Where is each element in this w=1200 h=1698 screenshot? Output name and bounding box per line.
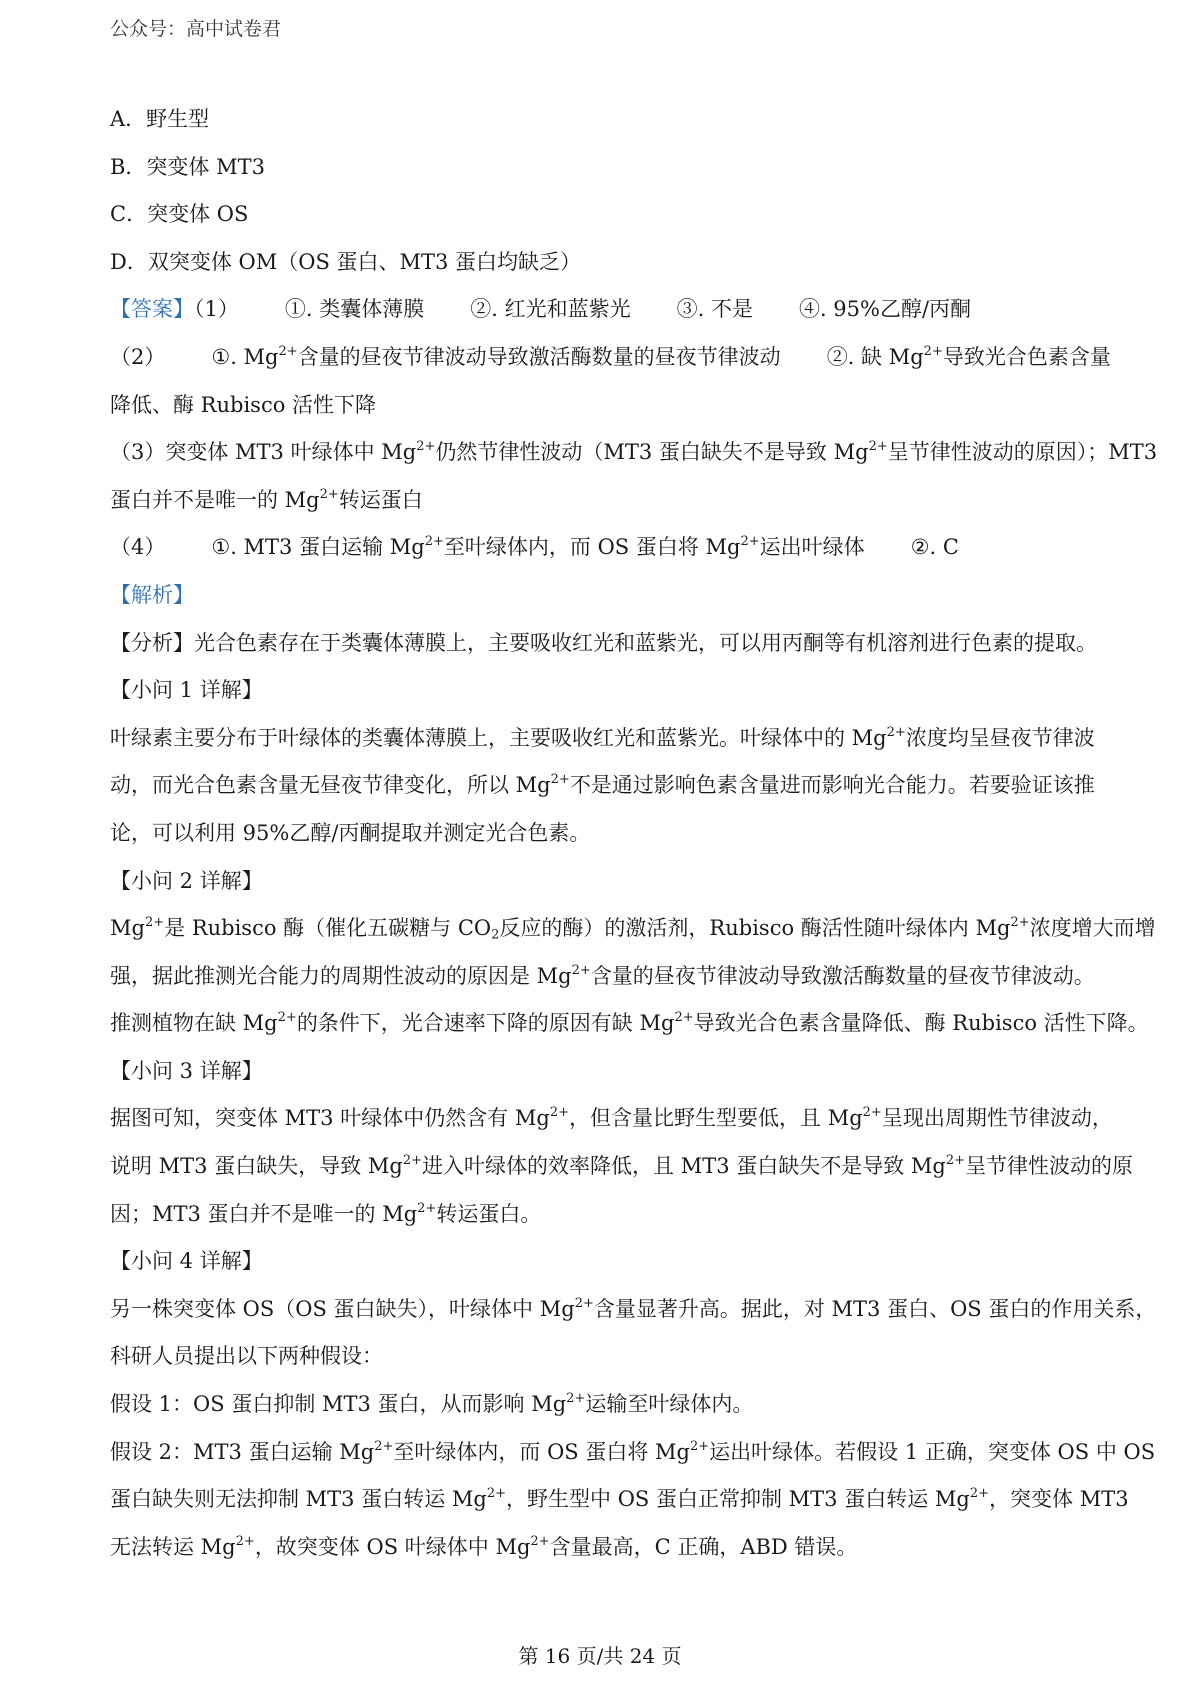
section-4-line2: 科研人员提出以下两种假设： — [110, 1344, 383, 1369]
option-a: A．野生型 — [110, 107, 210, 131]
section-3-line1: 据图可知，突变体 MT3 叶绿体中仍然含有 $Mg^{2+}$，但含量比野生型要低，且 $Mg^{2+}$呈现出周期性节律波动， — [110, 1105, 1113, 1131]
section-4-line5: 蛋白缺失则无法抑制 MT3 蛋白转运 $Mg^{2+}$，野生型中 OS 蛋白正常抑制 MT3 蛋白转运 $Mg^{2+}$，突变体 MT3 — [110, 1486, 1129, 1512]
section-1-line1: 叶绿素主要分布于叶绿体的类囊体薄膜上，主要吸收红光和蓝紫光。叶绿体中的 $Mg^{2+}$浓度均呈昼夜节律波 — [110, 724, 1095, 750]
option-d: D．双突变体 OM（OS 蛋白、MT3 蛋白均缺乏） — [110, 249, 582, 274]
section-3-title: 【小问 3 详解】 — [110, 1058, 263, 1083]
page-header: 公众号：高中试卷君 — [110, 18, 282, 40]
section-3-line3: 因；MT3 蛋白并不是唯一的 $Mg^{2+}$转运蛋白。 — [110, 1200, 542, 1226]
analysis-summary: 【分析】光合色素存在于类囊体薄膜上，主要吸收红光和蓝紫光，可以用丙酮等有机溶剂进行色素的提取。 — [110, 630, 1097, 655]
section-2-line3: 推测植物在缺 $Mg^{2+}$的条件下，光合速率下降的原因有缺 $Mg^{2+}$导致光合色素含量降低、酶 Rubisco 活性下降。 — [110, 1010, 1149, 1036]
answer-q1-num: （1） — [194, 297, 239, 322]
answer-q3-line1: （3）突变体 MT3 叶绿体中 $Mg^{2+}$仍然节律性波动（MT3 蛋白缺失不是导致 $Mg^{2+}$呈节律性波动的原因）；MT3 — [110, 439, 1158, 465]
section-1-title: 【小问 1 详解】 — [110, 678, 263, 703]
option-b: B．突变体 MT3 — [110, 154, 265, 179]
section-2-line2: 强，据此推测光合能力的周期性波动的原因是 $Mg^{2+}$含量的昼夜节律波动导致激活酶数量的昼夜节律波动。 — [110, 962, 1095, 988]
answer-q1 — [110, 286, 1100, 334]
answer-q2-cont: 降低、酶 Rubisco 活性下降 — [110, 392, 377, 417]
answer-q1-a3: ③. 不是 — [676, 297, 753, 322]
answer-label: 【答案】 — [110, 297, 194, 322]
section-4-line4: 假设 2：MT3 蛋白运输 $Mg^{2+}$至叶绿体内，而 OS 蛋白将 $Mg^{2+}$运出叶绿体。若假设 1 正确，突变体 OS 中 OS — [110, 1438, 1156, 1464]
section-1-line2: 动，而光合色素含量无昼夜节律变化，所以 $Mg^{2+}$不是通过影响色素含量进而影响光合能力。若要验证该推 — [110, 772, 1095, 798]
answer-q1-a4: ④. 95%乙醇/丙酮 — [798, 297, 972, 322]
page-content — [110, 96, 1158, 1571]
answer-q3-line2: 蛋白并不是唯一的 $Mg^{2+}$转运蛋白 — [110, 486, 423, 512]
section-2-line1: $Mg^{2+}$是 Rubisco 酶（催化五碳糖与 $CO_2$反应的酶）的激活剂，Rubisco 酶活性随叶绿体内 $Mg^{2+}$浓度增大而增 — [110, 914, 1156, 943]
section-1-line3: 论，可以利用 95%乙醇/丙酮提取并测定光合色素。 — [110, 820, 591, 845]
section-4-line3: 假设 1：OS 蛋白抑制 MT3 蛋白，从而影响 $Mg^{2+}$运输至叶绿体内。 — [110, 1390, 754, 1417]
analysis-label: 【解析】 — [110, 582, 194, 607]
section-4-line1: 另一株突变体 OS（OS 蛋白缺失），叶绿体中 $Mg^{2+}$含量显著升高。据此，对 MT3 蛋白、OS 蛋白的作用关系， — [110, 1295, 1157, 1321]
section-3-line2: 说明 MT3 蛋白缺失，导致 $Mg^{2+}$进入叶绿体的效率降低，且 MT3 蛋白缺失不是导致 $Mg^{2+}$呈节律性波动的原 — [110, 1152, 1134, 1179]
option-c: C．突变体 OS — [110, 202, 249, 227]
page-footer: 第 16 页/共 24 页 — [518, 1644, 682, 1668]
answer-q1-a1: ①. 类囊体薄膜 — [284, 297, 425, 322]
answer-q2: （2） ①. $Mg^{2+}$含量的昼夜节律波动导致激活酶数量的昼夜节律波动 ②. 缺 $Mg^{2+}$导致光合色素含量 — [110, 343, 1111, 369]
answer-q4: （4） ①. MT3 蛋白运输 $Mg^{2+}$至叶绿体内，而 OS 蛋白将 $Mg^{2+}$运出叶绿体 ②. C — [110, 534, 959, 560]
section-4-title: 【小问 4 详解】 — [110, 1249, 263, 1274]
section-2-title: 【小问 2 详解】 — [110, 868, 263, 893]
answer-q1-a2: ②. 红光和蓝紫光 — [470, 297, 631, 322]
section-4-line6: 无法转运 $Mg^{2+}$，故突变体 OS 叶绿体中 $Mg^{2+}$含量最高，C 正确，ABD 错误。 — [110, 1533, 858, 1559]
